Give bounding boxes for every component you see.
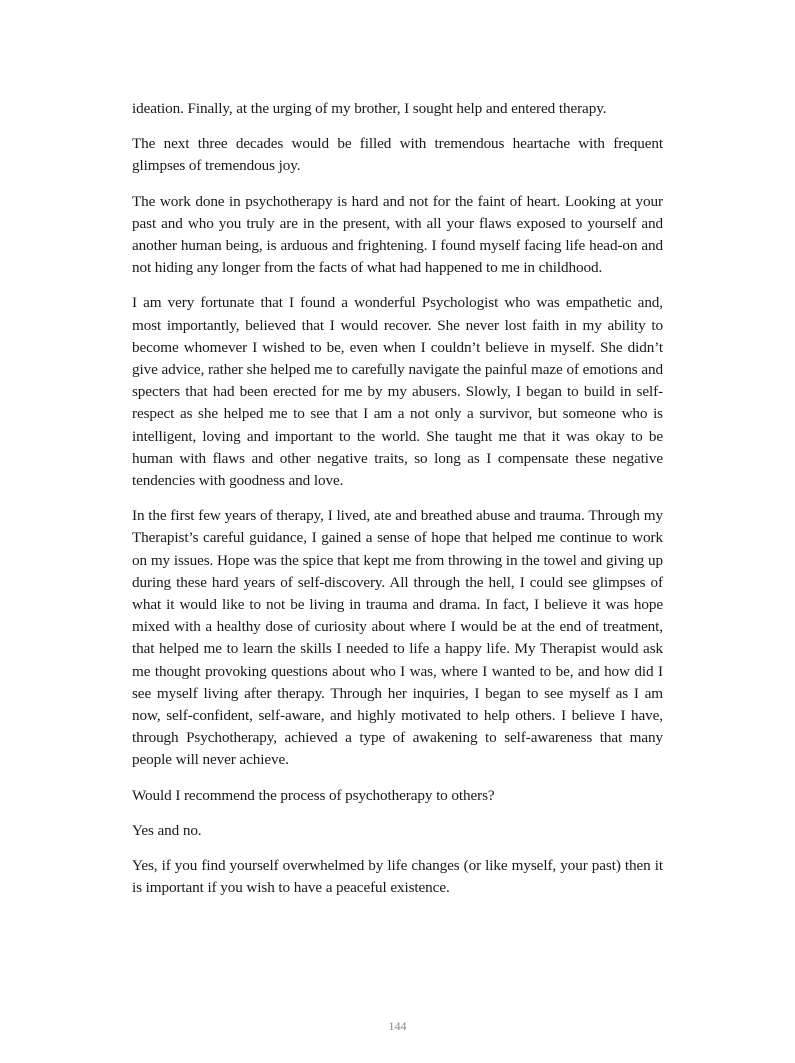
paragraph: Yes and no.	[132, 821, 202, 839]
paragraph: The next three decades would be filled with tremendous heartache with frequent glimpses of tremendous joy.	[132, 135, 663, 175]
paragraph: ideation. Finally, at the urging of my brother, I sought help and entered therapy.	[132, 100, 607, 117]
paragraph: I am very fortunate that I found a wonderful Psychologist who was empathetic and, most importantly, believed that I would recover. She never lost faith in my ability to become whomever I wished to be, even when I couldn’t believe in myself. She didn’t give advice, rather she helped me to carefully navigate the painful maze of emotions and specters that had been erected for me by my abusers. Slowly, I began to build in self-respect as she helped me to see that I am a not only a survivor, but someone who is intelligent, loving and important to the world. She taught me that it was okay to be human with flaws and other negative traits, so long as I compensate these negative tendencies with goodness and love.	[132, 294, 663, 490]
body-text	[132, 98, 663, 913]
paragraph: In the first few years of therapy, I lived, ate and breathed abuse and trauma. Through my Therapist’s careful guidance, I gained a sense of hope that helped me continue to work on my issues. Hope was the spice that kept me from throwing in the towel and giving up during these hard years of self-discovery. All through the hell, I could see glimpses of what it would like to not be living in trauma and drama. In fact, I believe it was hope mixed with a healthy dose of curiosity about where I would be at the end of treatment, that helped me to learn the skills I needed to life a happy life. My Therapist would ask me thought provoking questions about who I was, where I wanted to be, and how did I see myself living after therapy. Through her inquiries, I began to see myself as I am now, self-confident, self-aware, and highly motivated to help others. I believe I have, through Psychotherapy, achieved a type of awakening to self-awareness that many people will never achieve.	[132, 507, 663, 769]
paragraph: The work done in psychotherapy is hard and not for the faint of heart. Looking at your past and who you truly are in the present, with all your flaws exposed to yourself and another human being, is arduous and frightening. I found myself facing life head-on and not hiding any longer from the facts of what had happened to me in childhood.	[132, 192, 663, 277]
paragraph: Would I recommend the process of psychotherapy to others?	[132, 786, 495, 804]
page-number: 144	[388, 1019, 407, 1033]
paragraph: Yes, if you find yourself overwhelmed by life changes (or like myself, your past) then it is important if you wish to have a peaceful existence.	[132, 857, 663, 897]
